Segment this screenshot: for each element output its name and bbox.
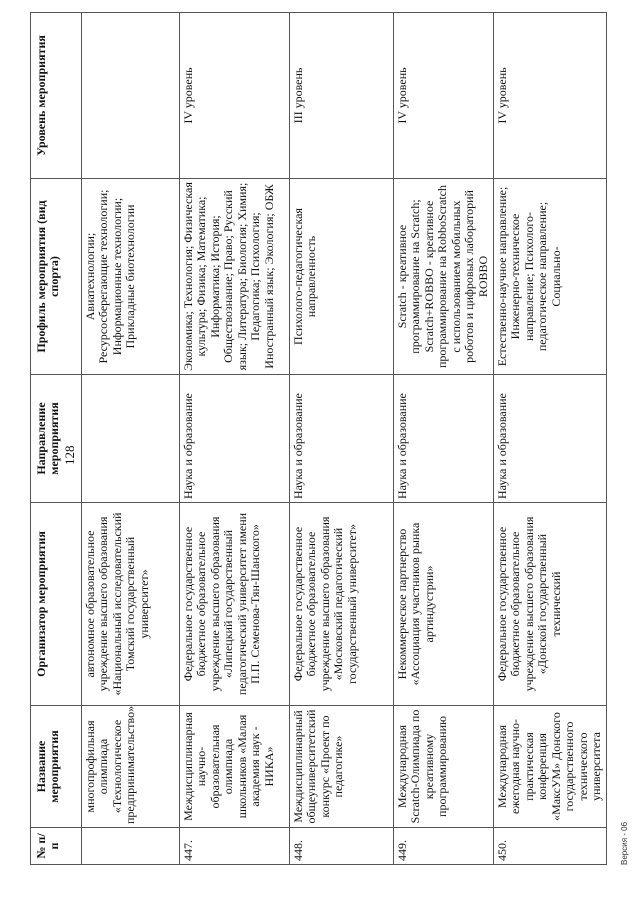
row-num: 449. <box>394 828 494 865</box>
event-name: Международная Scratch-Олимпиада по креативному программированию <box>394 706 494 828</box>
event-profile: Психолого-педагогическая направленность <box>290 179 394 375</box>
row-num: 448. <box>290 828 394 865</box>
page-number: 128 <box>62 445 77 465</box>
table-row <box>494 13 607 865</box>
document-version: Версия - 06 <box>620 821 629 865</box>
event-profile: Естественно-научное направление; Инженерно-техническое направление; Психолого-педагогическое направление; Социально- <box>494 179 607 375</box>
event-name: многопрофильная олимпиада «Технологическое предпринимательство» <box>82 706 180 828</box>
row-num <box>82 828 180 865</box>
table-row <box>394 13 494 865</box>
event-name: Междисциплинарный общеуниверситетский конкурс «Проект по педагогике» <box>290 706 394 828</box>
event-direction <box>82 375 180 503</box>
table-row <box>290 13 394 865</box>
event-organizer: Федеральное государственное бюджетное образовательное учреждение высшего образования «Донской государственный технический <box>494 503 607 706</box>
header-num: № п/п <box>31 828 82 865</box>
event-organizer: Федеральное государственное бюджетное образовательное учреждение высшего образования «Московский педагогический государственный университет» <box>290 503 394 706</box>
event-direction: Наука и образование <box>494 375 607 503</box>
event-direction: Наука и образование <box>290 375 394 503</box>
event-direction: Наука и образование <box>180 375 290 503</box>
header-direction: Направление мероприятия <box>31 375 82 503</box>
event-level: IV уровень <box>180 13 290 179</box>
event-organizer: Федеральное государственное бюджетное образовательное учреждение высшего образования «Липецкий государственный педагогический университет имени П.П. Семенова-Тян-Шанского» <box>180 503 290 706</box>
event-organizer: автономное образовательное учреждение высшего образования «Национальный исследовательский Томский государственный университет» <box>82 503 180 706</box>
row-num: 450. <box>494 828 607 865</box>
event-profile: Scratch - креативное программирование на Scratch; Scratch+ROBBO - креативное программирование на RobboScratch с использованием мобильных роботов и цифровых лабораторий ROBBO <box>394 179 494 375</box>
table-row <box>180 13 290 865</box>
header-name: Название мероприятия <box>31 706 82 828</box>
event-profile: Экономика; Технология; Физическая культура; Физика; Математика; Информатика; История; Обществознание; Право; Русский язык; Литература; Биология; Химия; Педагогика; Психология; Иностранный язык; Экология; ОБЖ <box>180 179 290 375</box>
event-organizer: Некоммерческое партнерство «Ассоциация участников рынка артиндустрии» <box>394 503 494 706</box>
header-profile: Профиль мероприятия (вид спорта) <box>31 179 82 375</box>
event-name: Междисциплинарная научно-образовательная олимпиада школьников «Малая академия наук - НИКА» <box>180 706 290 828</box>
header-organizer: Организатор мероприятия <box>31 503 82 706</box>
events-table <box>30 12 607 865</box>
row-num: 447. <box>180 828 290 865</box>
event-level: III уровень <box>290 13 394 179</box>
event-profile: Авиатехнологии; Ресурсосберегающие технологии; Информационные технологии; Прикладные биотехнологии <box>82 179 180 375</box>
event-level: IV уровень <box>494 13 607 179</box>
event-name: Международная ежегодная научно-практическая конференция «МаксУМ» Донского государственного технического университета <box>494 706 607 828</box>
event-direction: Наука и образование <box>394 375 494 503</box>
event-level: IV уровень <box>394 13 494 179</box>
table-row <box>82 13 180 865</box>
table-header-row <box>31 13 82 865</box>
header-level: Уровень мероприятия <box>31 13 82 179</box>
event-level <box>82 13 180 179</box>
